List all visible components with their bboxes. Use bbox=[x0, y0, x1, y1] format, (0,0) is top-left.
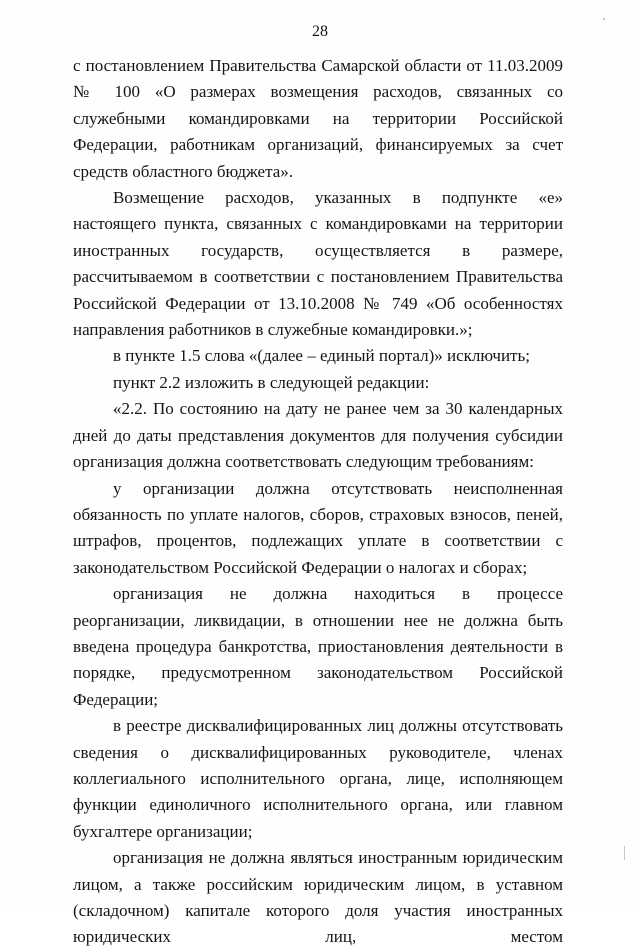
paragraph-item-1-5: в пункте 1.5 слова «(далее – единый портал)» исключить; bbox=[113, 346, 530, 366]
page-number: 28 bbox=[312, 23, 328, 40]
scan-edge-mark bbox=[603, 18, 605, 20]
paragraph-requirement-foreign: организация не должна являться иностранным юридическим лицом, а также российским юридическим лицом, в уставном (складочном) капитале которого доля участия иностранных юридических лиц, местом bbox=[73, 848, 563, 947]
paragraph-item-2-2-intro: пункт 2.2 изложить в следующей редакции: bbox=[113, 372, 430, 392]
paragraph-requirement-disqualified: в реестре дисквалифицированных лиц должны отсутствовать сведения о дисквалифицированных руководителе, членах коллегиального исполнительного органа, лице, исполняющем функции единоличного исполнительного органа, или главном бухгалтере организации; bbox=[73, 716, 563, 841]
paragraph-requirement-taxes: у организации должна отсутствовать неисполненная обязанность по уплате налогов, сборов, страховых взносов, пеней, штрафов, процентов, подлежащих уплате в соответствии с законодательством Российской Федерации о налогах и сборах; bbox=[73, 478, 563, 577]
paragraph-foreign-expenses: Возмещение расходов, указанных в подпункте «е» настоящего пункта, связанных с командировками на территории иностранных государств, осуществляется в размере, рассчитываемом в соответствии с постановлением Правительства Российской Федерации от 13.10.2008 № 749 «Об особенностях направления работников в служебные командировки.»; bbox=[73, 188, 563, 340]
scan-edge-mark bbox=[624, 846, 625, 860]
paragraph-requirement-reorganization: организация не должна находиться в процессе реорганизации, ликвидации, в отношении нее не должна быть введена процедура банкротства, приостановления деятельности в порядке, предусмотренном законодательством Российской Федерации; bbox=[73, 584, 563, 709]
document-body bbox=[73, 53, 563, 951]
paragraph-continuation: с постановлением Правительства Самарской области от 11.03.2009 № 100 «О размерах возмещения расходов, связанных со служебными командировками на территории Российской Федерации, работникам организаций, финансируемых за счет средств областного бюджета». bbox=[73, 56, 563, 181]
paragraph-item-2-2: «2.2. По состоянию на дату не ранее чем за 30 календарных дней до даты представления документов для получения субсидии организация должна соответствовать следующим требованиям: bbox=[73, 399, 563, 472]
